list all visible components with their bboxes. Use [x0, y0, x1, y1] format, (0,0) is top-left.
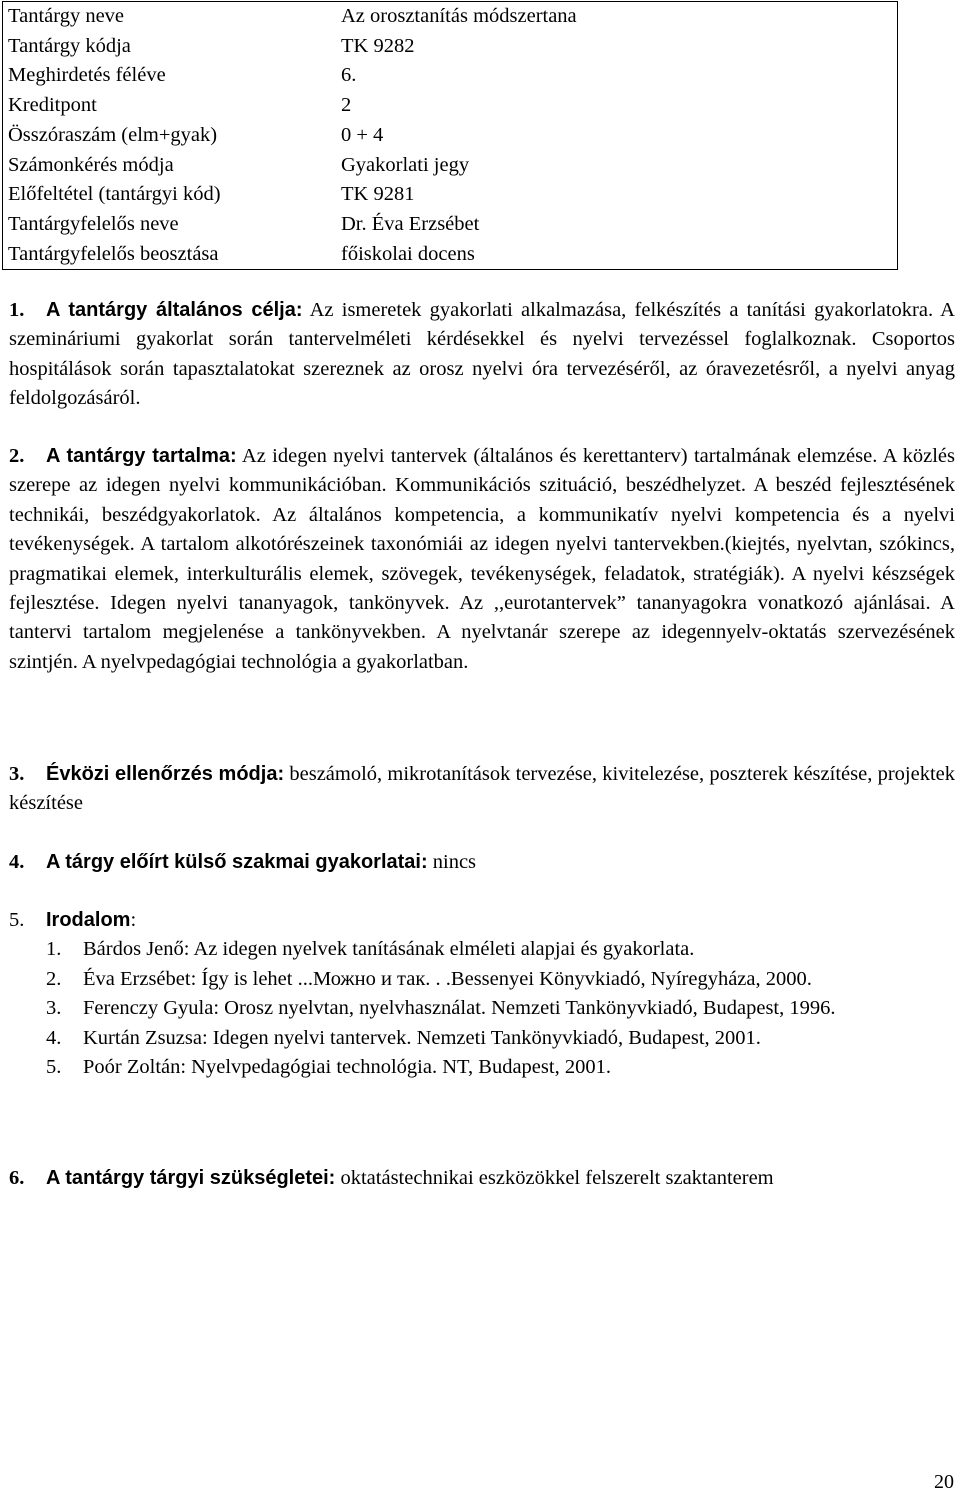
literature-number: 5.	[46, 1056, 62, 1079]
info-label: Tantárgy kódja	[8, 34, 131, 57]
info-label: Meghirdetés féléve	[8, 64, 166, 87]
info-value: főiskolai docens	[341, 242, 475, 265]
info-value: Az orosztanítás módszertana	[341, 5, 577, 27]
info-label: Tantárgy neve	[8, 5, 125, 27]
literature-number: 4.	[46, 1026, 62, 1049]
literature-text: Poór Zoltán: Nyelvpedagógiai technológia. NT, Budapest, 2001.	[83, 1056, 611, 1079]
literature-item	[9, 994, 955, 1023]
info-value: TK 9282	[341, 34, 415, 57]
info-value: Gyakorlati jegy	[341, 153, 470, 176]
section-heading: Irodalom	[46, 909, 131, 931]
section-requirements	[9, 1164, 955, 1193]
info-row	[3, 180, 898, 210]
literature-text: Ferenczy Gyula: Orosz nyelvtan, nyelvhasználat. Nemzeti Tankönyvkiadó, Budapest, 1996.	[83, 997, 836, 1020]
section-colon: :	[130, 909, 137, 931]
section-heading: A tantárgy tárgyi szükségletei:	[46, 1167, 336, 1189]
section-heading: A tantárgy általános célja:	[46, 299, 303, 321]
info-label: Tantárgyfelelős beosztása	[8, 242, 219, 265]
info-row	[3, 210, 898, 240]
section-literature	[9, 906, 955, 1082]
section-text: nincs	[427, 851, 477, 873]
literature-item	[9, 1053, 955, 1082]
literature-text: Éva Erzsébet: Így is lehet ...Можно и так. . .Bessenyei Könyvkiadó, Nyíregyháza, 2000.	[83, 967, 812, 990]
section-number: 2.	[9, 445, 25, 467]
info-label: Összóraszám (elm+gyak)	[8, 123, 218, 146]
info-row	[3, 240, 898, 270]
section-text: Az ismeretek gyakorlati alkalmazása, felkészítés a tanítási gyakorlatokra. A szemináriumi gyakorlat során tantervelméleti kérdésekkel és nyelvi tervezéssel foglalkoznak. Csoportos hospitálások során tapasztalatokat szereznek az orosz nyelvi óra tervezéséről, az óravezetésről, a nyelvi anyag feldolgozásáról.	[9, 299, 955, 410]
section-assessment	[9, 760, 955, 819]
section-number: 3.	[9, 763, 25, 785]
literature-text: Kurtán Zsuzsa: Idegen nyelvi tantervek. Nemzeti Tankönyvkiadó, Budapest, 2001.	[83, 1026, 761, 1049]
section-heading: A tantárgy tartalma:	[46, 445, 237, 467]
literature-item	[9, 1024, 955, 1053]
info-value: 2	[341, 94, 352, 117]
info-label: Tantárgyfelelős neve	[8, 212, 179, 235]
section-text: Az idegen nyelvi tantervek (általános és kerettanterv) tartalmának elemzése. A közlés szerepe az idegen nyelvi kommunikációban. Kommunikációs szituáció, beszédhelyzet. A beszéd fejlesztésének technikái, beszédgyakorlatok. Az általános kompetencia, a kommunikatív nyelvi kompetencia és a nyelvi tevékenységek. A tartalom alkotórészeinek taxonómiái az idegen nyelvi tantervekben.(kiejtés, nyelvtan, szókincs, pragmatikai elemek, interkulturális elemek, szövegek, tevékenységek, feladatok, stratégiák). A nyelvi készségek fejlesztése. Idegen nyelvi tananyagok, tankönyvek. Az ,,eurotantervek” tananyagokra vonatkozó ajánlásai. A tantervi tartalom megjelenése a tankönyvekben. A nyelvtanár szerepe az idegennyelv-oktatás szervezésének szintjén. A nyelvpedagógiai technológia a gyakorlatban.	[9, 445, 955, 673]
info-row	[3, 61, 898, 91]
literature-number: 1.	[46, 938, 62, 961]
info-row	[3, 121, 898, 151]
section-practice	[9, 848, 955, 877]
info-value: 6.	[341, 64, 357, 87]
section-number: 5.	[9, 909, 25, 931]
section-number: 4.	[9, 851, 25, 873]
info-row	[3, 91, 898, 121]
info-label: Kreditpont	[8, 94, 97, 117]
literature-item	[9, 965, 955, 994]
literature-item	[9, 935, 955, 964]
section-heading: Évközi ellenőrzés módja:	[46, 763, 285, 785]
page-number: 20	[934, 1471, 954, 1493]
section-number: 1.	[9, 299, 25, 321]
course-info-table	[2, 1, 898, 270]
info-label: Számonkérés módja	[8, 153, 174, 176]
section-text: beszámoló, mikrotanítások tervezése, kivitelezése, poszterek készítése, projektek készítése	[9, 763, 955, 815]
info-row	[3, 151, 898, 181]
info-row	[3, 32, 898, 62]
section-number: 6.	[9, 1167, 25, 1189]
section-content	[9, 442, 955, 677]
info-row	[3, 2, 898, 32]
info-value: TK 9281	[341, 183, 415, 206]
section-heading: A tárgy előírt külső szakmai gyakorlatai:	[46, 851, 428, 873]
info-label: Előfeltétel (tantárgyi kód)	[8, 183, 221, 206]
literature-list	[9, 935, 955, 1082]
literature-number: 2.	[46, 967, 62, 990]
literature-text: Bárdos Jenő: Az idegen nyelvek tanításának elméleti alapjai és gyakorlata.	[83, 938, 695, 961]
section-general-goal	[9, 296, 955, 414]
info-value: Dr. Éva Erzsébet	[341, 212, 480, 235]
literature-number: 3.	[46, 997, 62, 1020]
section-text: oktatástechnikai eszközökkel felszerelt szaktanterem	[335, 1167, 774, 1189]
info-value: 0 + 4	[341, 123, 384, 146]
